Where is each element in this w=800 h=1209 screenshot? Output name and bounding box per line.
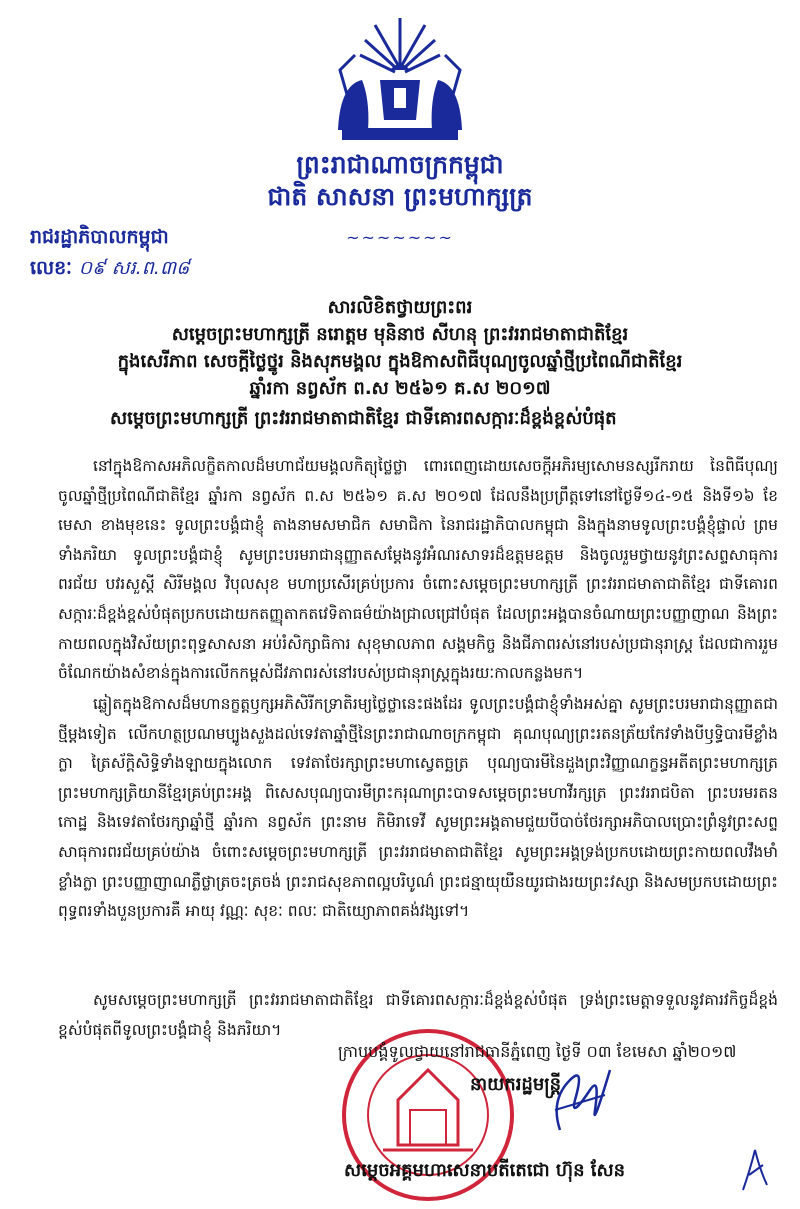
separator: ~~~~~~~ xyxy=(346,228,454,247)
reference-label: លេខៈ xyxy=(30,257,72,279)
signatory-title: នាយករដ្ឋមន្ត្រី xyxy=(470,1074,562,1095)
signatory-name: សម្តេចអគ្គមហាសេនាបតីតេជោ ហ៊ុន សែន xyxy=(344,1160,626,1181)
pen-mark-icon xyxy=(735,1140,775,1195)
letter-title: សារលិខិតថ្វាយព្រះពរ xyxy=(327,297,473,318)
body-paragraph-1: នៅក្នុងឱកាសអភិលក្ខិតកាលដ៏មហាជ័យមង្គលកិត្យុថ្លៃថ្លា ពោរពេញដោយសេចក្តីអភិរម្យសោមនស្សរីករាយ នៃពិធីបុណ្យចូលឆ្នាំថ្មីប្រពៃណីជាតិខ្មែរ ឆ្នាំរកា នព្វស័ក ព.ស ២៥៦១ គ.ស ២០១៧ ដែលនឹងប្រព្រឹត្តទៅនៅថ្ងៃទី១៤-១៥ និងទី១៦ ខែមេសា ខាងមុខនេះ ទូលព្រះបង្គំជាខ្ញុំ តាងនាមសមាជិក សមាជិកា នៃរាជរដ្ឋាភិបាលកម្ពុជា និងក្នុងនាមទូលព្រះបង្គំខ្ញុំផ្ទាល់ ព្រមទាំងភរិយា ទូលព្រះបង្គំជាខ្ញុំ សូមព្រះបរមរាជានុញ្ញាតសម្តែងនូវអំណរសាទរដ៏ឧត្តមឧត្តម និងចូលរួមថ្វាយនូវព្រះសព្ទសាធុការពរជ័យ បវរសួស្តី សិរីមង្គល វិបុលសុខ មហាប្រសើរគ្រប់ប្រការ ចំពោះសម្តេចព្រះមហាក្សត្រី ព្រះវររាជមាតាជាតិខ្មែរ ជាទីគោរពសក្ការៈដ៏ខ្ពង់ខ្ពស់បំផុតប្រកបដោយកតញ្ញុតាកតវេទិតាធម៌យ៉ាងជ្រាលជ្រៅបំផុត ដែលព្រះអង្គបានចំណាយព្រះបញ្ញាញាណ និងព្រះកាយពលក្នុងវិស័យព្រះពុទ្ធសាសនា អប់រំសិក្សាធិការ សុខុមាលភាព សង្គមកិច្ច និងជីភាពរស់នៅរបស់ប្រជានុរាស្ត្រ ដែលជាការរួមចំណែកយ៉ាងសំខាន់ក្នុងការលើកកម្ពស់ជីវភាពរស់នៅរបស់ប្រជានុរាស្ត្រក្នុងរយៈកាលកន្លងមក។ xyxy=(58,457,778,683)
place-and-date: ក្រាបបង្គំទូលថ្វាយនៅរាជធានីភ្នំពេញ ថ្ងៃទី ០៣ ខែមេសា ឆ្នាំ២០១៧ xyxy=(338,1042,737,1061)
letter-title-occasion: ក្នុងសេរីភាព សេចក្តីថ្លៃថ្នូរ និងសុភមង្គល ក្នុងឱកាសពិធីបុណ្យចូលឆ្នាំថ្មីប្រពៃណីជាតិខ្មែរ xyxy=(117,351,683,372)
letter-title-recipient: សម្តេចព្រះមហាក្សត្រី នរោត្តម មុនិនាថ សីហនុ ព្រះវររាជមាតាជាតិខ្មែរ xyxy=(171,324,629,345)
reference-number xyxy=(30,256,190,284)
national-motto: ជាតិ សាសនា ព្រះមហាក្សត្រ xyxy=(267,182,533,211)
reference-value: ០៩ សរ.ព.៣៨ xyxy=(78,257,190,279)
government-name: រាជរដ្ឋាភិបាលកម្ពុជា xyxy=(30,226,169,248)
body-paragraph-3: សូមសម្តេចព្រះមហាក្សត្រី ព្រះវររាជមាតាជាតិខ្មែរ ជាទីគោរពសក្ការៈដ៏ខ្ពង់ខ្ពស់បំផុត ទ្រង់ព្រះមេត្តាទទួលនូវគារវកិច្ចដ៏ខ្ពង់ខ្ពស់បំផុតពីទូលព្រះបង្គំជាខ្ញុំ និងភរិយា។ xyxy=(58,991,778,1039)
salutation: សម្តេចព្រះមហាក្សត្រី ព្រះវររាជមាតាជាតិខ្មែរ ជាទីគោរពសក្ការៈដ៏ខ្ពង់ខ្ពស់បំផុត xyxy=(110,408,617,429)
royal-emblem-icon xyxy=(320,10,480,150)
letter-title-year: ឆ្នាំរកា នព្វស័ក ព.ស ២៥៦១ គ.ស ២០១៧ xyxy=(249,378,551,399)
body-paragraph-2: ឆ្លៀតក្នុងឱកាសដ៏មហានក្ខត្តឫក្សអភិសិរីកទ្រាតិរម្យថ្លៃថ្លានេះផងដែរ ទូលព្រះបង្គំជាខ្ញុំទាំងអស់គ្នា សូមព្រះបរមរាជានុញ្ញាតជាថ្មីម្តងទៀត លើកហត្ថប្រណមប្បូងសួងដល់ទេវតាឆ្នាំថ្មីនៃព្រះរាជាណាចក្រកម្ពុជា គុណបុណ្យព្រះរតនត្រ័យកែវទាំងបីឫទ្ធិបារមីខ្លាំងក្លា ត្រៃស័ក្តិសិទ្ធិទាំងឡាយក្នុងលោក ទេវតាថែរក្សាព្រះមហាស្វេតច្ឆត្រ បុណ្យបារមីនៃដួងព្រះវិញ្ញាណក្ខន្ធអតីតព្រះមហាក្សត្រ ព្រះមហាក្សត្រិយានីខ្មែរគ្រប់ព្រះអង្គ ពិសេសបុណ្យបារមីព្រះករុណាព្រះបាទសម្តេចព្រះមហាវីរក្សត្រ ព្រះវររាជបិតា ព្រះបរមរតនកោដ្ឋ និងទេវតាថែរក្សាឆ្នាំថ្មី ឆ្នាំរកា នព្វស័ក ព្រះនាម កិមិរាទេវី សូមព្រះអង្គតាមជួយបីបាច់ថែរក្សាអភិបាលប្រោះព្រំនូវព្រះសព្ទសាធុការពរជ័យគ្រប់យ៉ាង ចំពោះសម្តេចព្រះមហាក្សត្រី ព្រះវររាជមាតាជាតិខ្មែរ សូមព្រះអង្គទ្រង់ប្រកបដោយព្រះកាយពលវឹងមាំខ្លាំងក្លា ព្រះបញ្ញាញាណភ្លឺថ្លាត្រចះត្រចង់ ព្រះរាជសុខភាពល្អបរិបូណ៌ ព្រះជន្មាយុយឺនយូរជាងរយព្រះវស្សា និងសមប្រកបដោយព្រះពុទ្ធពរទាំងបួនប្រការគឺ អាយុ វណ្ណៈ សុខៈ ពលៈ ជាតិយ្យោភាពគង់វង្សទៅ។ xyxy=(58,695,778,921)
signature-icon xyxy=(540,1040,620,1140)
kingdom-heading: ព្រះរាជាណាចក្រកម្ពុជា xyxy=(296,150,504,179)
